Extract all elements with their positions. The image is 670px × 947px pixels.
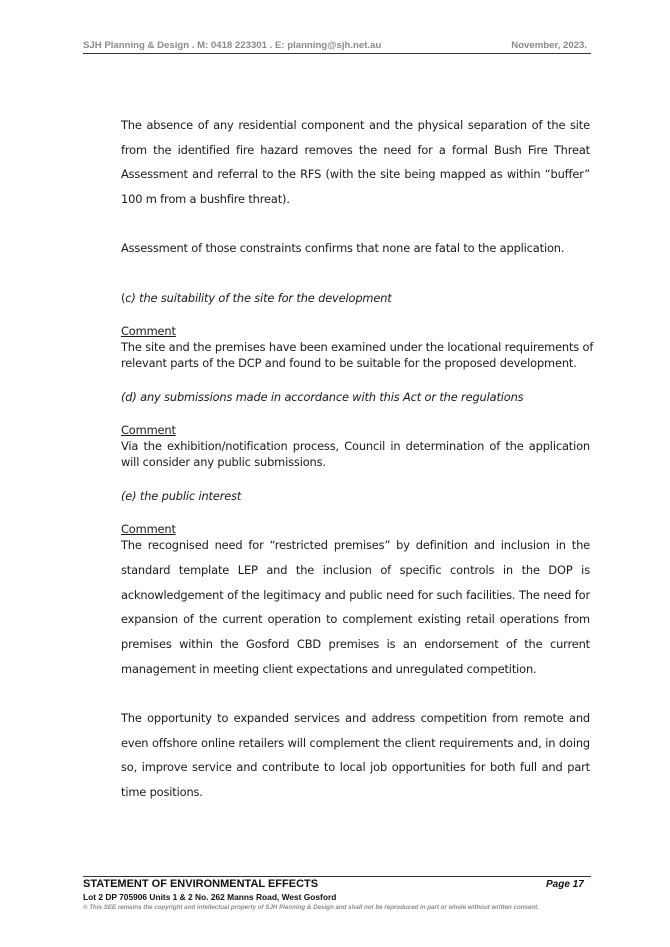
header-date: November, 2023.	[511, 40, 587, 51]
paragraph-line: Assessment and referral to the RFS (with the site being mapped as within “buffer”	[121, 167, 590, 181]
paragraph-line: will consider any public submissions.	[121, 455, 326, 469]
paragraph-line: The opportunity to expanded services and address competition from remote and	[121, 711, 590, 725]
comment-label: Comment	[121, 423, 176, 437]
page-header	[83, 39, 591, 54]
paragraph-line: time positions.	[121, 785, 203, 799]
paragraph-line: Via the exhibition/notification process, Council in determination of the application	[121, 439, 590, 453]
paragraph-line: Assessment of those constraints confirms that none are fatal to the application.	[121, 241, 565, 255]
section-heading-d: (d) any submissions made in accordance with this Act or the regulations	[121, 390, 524, 404]
paragraph-line: so, improve service and contribute to local job opportunities for both full and part	[121, 760, 590, 774]
paragraph-line: from the identified fire hazard removes the need for a formal Bush Fire Threat	[121, 143, 590, 157]
paragraph-line: relevant parts of the DCP and found to be suitable for the proposed development.	[121, 356, 577, 370]
comment-label: Comment	[121, 522, 176, 536]
header-contact: SJH Planning & Design . M: 0418 223301 . E: planning@sjh.net.au	[83, 40, 382, 51]
paragraph-line: The absence of any residential component and the physical separation of the site	[121, 118, 590, 132]
heading-paren: (	[121, 291, 126, 305]
heading-text: c) the suitability of the site for the development	[125, 291, 392, 305]
paragraph-line: standard template LEP and the inclusion of specific controls in the DOP is	[121, 563, 590, 577]
paragraph-line: The site and the premises have been examined under the locational requirements of	[121, 340, 594, 354]
paragraph-line: even offshore online retailers will complement the client requirements and, in doing	[121, 736, 590, 750]
section-heading-c	[121, 291, 590, 305]
comment-label: Comment	[121, 324, 176, 338]
page-number: Page 17	[546, 879, 584, 890]
footer-title: STATEMENT OF ENVIRONMENTAL EFFECTS	[83, 878, 319, 890]
paragraph-line: premises within the Gosford CBD premises is an endorsement of the current	[121, 637, 590, 651]
paragraph-line: The recognised need for “restricted premises” by definition and inclusion in the	[121, 538, 590, 552]
footer-copyright: © This SEE remains the copyright and intellectual property of SJH Planning & Design and shall not be reproduced in part or whole without written consent.	[83, 904, 539, 911]
paragraph-line: expansion of the current operation to complement existing retail operations from	[121, 612, 590, 626]
paragraph-line: 100 m from a bushfire threat).	[121, 192, 290, 206]
section-heading-e: (e) the public interest	[121, 489, 242, 503]
footer-address: Lot 2 DP 705906 Units 1 & 2 No. 262 Manns Road, West Gosford	[83, 892, 337, 902]
paragraph-line: acknowledgement of the legitimacy and public need for such facilities. The need for	[121, 588, 590, 602]
footer-rule	[83, 876, 591, 877]
paragraph-line: management in meeting client expectations and unregulated competition.	[121, 662, 537, 676]
